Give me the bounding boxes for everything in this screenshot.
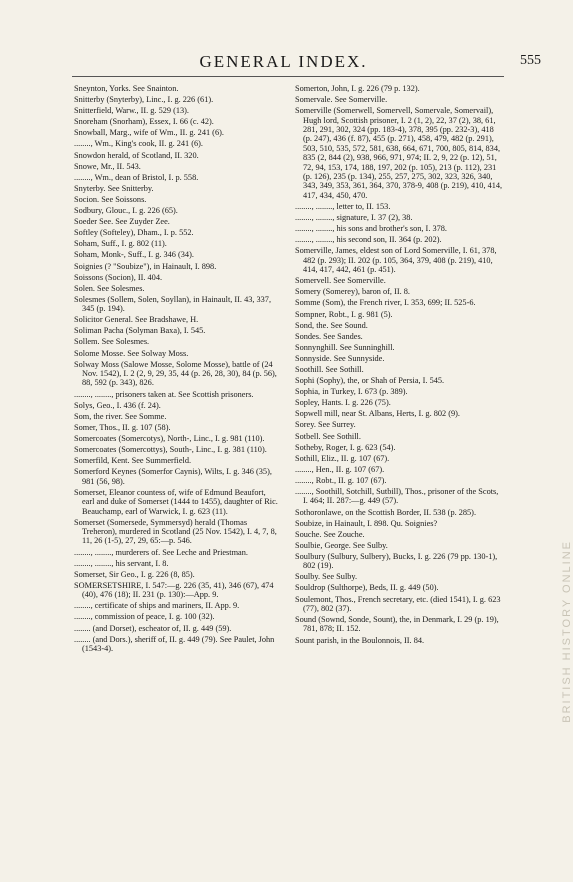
- index-entry: Somerset, Sir Geo., I. g. 226 (8, 85).: [74, 569, 195, 579]
- index-entry: Sotheby, Roger, I. g. 623 (54).: [295, 442, 396, 452]
- index-entry: Somerville, James, eldest son of Lord Somerville, I. 61, 378, 482 (p. 293); II. 202 (p. 105, 364, 379, 408 (p. 219), 410, 414, 417, 442, 461 (p. 451).: [295, 246, 497, 275]
- index-entry: Solen. See Solesmes.: [74, 283, 145, 293]
- index-entry: Somerset, Eleanor countess of, wife of Edmund Beaufort, earl and duke of Somerset (1444 to 1455), daughter of Ric. Beauchamp, earl of Warwick, I. g. 623 (11).: [74, 487, 278, 516]
- index-entry: ........, Soothill, Sotchill, Sutbill), Thos., prisoner of the Scots, I. 464; II. 287:—g. 449 (57).: [295, 487, 499, 506]
- index-entry: ........, ........, his servant, I. 8.: [74, 558, 169, 568]
- index-entry: ........, commission of peace, I. g. 100 (32).: [74, 612, 215, 622]
- index-entry: Sothoronlawe, on the Scottish Border, II. 538 (p. 285).: [295, 507, 477, 517]
- index-column-right: [295, 84, 503, 647]
- index-entry: Sneynton, Yorks. See Snainton.: [74, 84, 179, 93]
- index-entry: Sotbell. See Sothill.: [295, 431, 361, 441]
- watermark: BRITISH HISTORY ONLINE: [561, 540, 573, 723]
- page-header: [0, 52, 567, 76]
- index-entry: Soliman Pacha (Solyman Baxa), I. 545.: [74, 326, 206, 336]
- index-entry: ........, ........, his sons and brother's son, I. 378.: [295, 224, 447, 234]
- index-entry: Somerton, John, I. g. 226 (79 p. 132).: [295, 84, 420, 93]
- index-entry: Sompner, Robt., I. g. 981 (5).: [295, 309, 393, 319]
- index-entry: Somery (Somerey), baron of, II. 8.: [295, 287, 410, 297]
- index-entry: Solys, Geo., I. 436 (f. 24).: [74, 400, 161, 410]
- index-entry: Snowball, Marg., wife of Wm., II. g. 241 (6).: [74, 128, 224, 138]
- index-entry: Souche. See Zouche.: [295, 529, 365, 539]
- index-entry: Soothill. See Sothill.: [295, 364, 364, 374]
- index-entry: Snitterby (Snyterby), Linc., I. g. 226 (61).: [74, 95, 214, 105]
- index-entry: ........, ........, his second son, II. 364 (p. 202).: [295, 235, 442, 245]
- index-entry: Snyterby. See Snitterby.: [74, 183, 154, 193]
- index-entry: Socion. See Soissons.: [74, 194, 147, 204]
- index-entry: Solome Mosse. See Solway Moss.: [74, 348, 189, 358]
- index-entry: ........, ........, letter to, II. 153.: [295, 201, 391, 211]
- index-entry: ........, ........, signature, I. 37 (2), 38.: [295, 213, 413, 223]
- index-entry: Sount parish, in the Boulonnois, II. 84.: [295, 635, 425, 645]
- page-number: 555: [520, 53, 541, 68]
- index-entry: Solicitor General. See Bradshawe, H.: [74, 315, 199, 325]
- index-entry: Sophi (Sophy), the, or Shah of Persia, I. 545.: [295, 376, 445, 386]
- index-entry: Solway Moss (Salowe Mosse, Solome Mosse), battle of (24 Nov. 1542), I. 2 (2, 9, 29, 35, 44 (p. 26, 28, 30), 84 (p. 56), 88, 592 (p. 343), 826.: [74, 359, 277, 388]
- index-entry: Soeder See. See Zuyder Zee.: [74, 217, 170, 227]
- index-entry: Snowe, Mr., II. 543.: [74, 161, 141, 171]
- index-entry: Soulbury (Sulbury, Sulbery), Bucks, I. g. 226 (79 pp. 130-1), 802 (19).: [295, 551, 498, 571]
- index-entry: Sond, the. See Sound.: [295, 320, 368, 330]
- index-entry: Somerfild, Kent. See Summerfield.: [74, 456, 192, 466]
- index-entry: ........, ........, prisoners taken at. See Scottish prisoners.: [74, 389, 254, 399]
- index-entry: ........, Hen., II. g. 107 (67).: [295, 464, 385, 474]
- index-entry: ........, Robt., II. g. 107 (67).: [295, 475, 387, 485]
- index-entry: Snowdon herald, of Scotland, II. 320.: [74, 150, 199, 160]
- index-column-left: [74, 84, 279, 655]
- index-entry: Softley (Softeley), Dham., I. p. 552.: [74, 228, 194, 238]
- index-entry: Somervale. See Somerville.: [295, 95, 388, 105]
- index-entry: ........ (and Dors.), sheriff of, II. g. 449 (79). See Paulet, John (1543-4).: [74, 634, 275, 653]
- index-entry: ........, Wm., King's cook, II. g. 241 (6).: [74, 139, 204, 149]
- index-entry: Solesmes (Sollem, Solen, Soyllan), in Hainault, II. 43, 337, 345 (p. 194).: [74, 294, 272, 314]
- index-entry: ........ (and Dorset), escheator of, II. g. 449 (59).: [74, 623, 232, 633]
- index-entry: ........, Wm., dean of Bristol, I. p. 558.: [74, 172, 199, 182]
- index-entry: Soulemont, Thos., French secretary, etc. (died 1541), I. g. 623 (77), 802 (37).: [295, 594, 501, 613]
- index-entry: Sondes. See Sandes.: [295, 331, 363, 341]
- index-entry: ........, ........, murderers of. See Leche and Priestman.: [74, 547, 248, 557]
- index-entry: Sonnynghill. See Sunninghill.: [295, 342, 395, 352]
- index-entry: Souldrop (Sulthorpe), Beds, II. g. 449 (50).: [295, 583, 439, 593]
- index-entry: Sothill, Eliz., II. g. 107 (67).: [295, 453, 390, 463]
- index-entry: Somerville (Somerwell, Somervell, Somervale, Somervail), Hugh lord, Scottish prisoner, I. 2 (1, 2), 22, 37 (2), 38, 61, 281, 291, 302, 324 (pp. 183-4), 378, 395 (pp. 232-3), 418 (p. 247), 436 (f. 87), 455 (p. 271), 458, 479, 482 (p. 291), 503, 510, 535, 572, 581, 638, 664, 671, 700, 805, 814, 834, 835 (2, 844 (2), 938, 966, 971, 974; II. 2, 9, 22 (p. 12), 51, 72, 94, 153, 174, 188, 197, 202 (p. 105), 213 (p. 112), 231 (p. 126), 235 (p. 134), 255, 257, 275, 302, 323, 326, 340, 343, 349, 353, 361, 364, 370, 378-9, 408 (p. 219), 410, 414, 417, 434, 450, 470.: [295, 106, 503, 200]
- index-entry: Soulbie, George. See Sulby.: [295, 540, 388, 550]
- index-entry: Somer, Thos., II. g. 107 (58).: [74, 422, 171, 432]
- index-entry: Sound (Sownd, Sonde, Sount), the, in Denmark, I. 29 (p. 19), 781, 878; II. 152.: [295, 615, 499, 634]
- index-entry: Somervell. See Somerville.: [295, 276, 386, 286]
- index-entry: Sollem. See Solesmes.: [74, 337, 150, 347]
- index-entry: Sorey. See Surrey.: [295, 420, 356, 430]
- index-entry: Soignies (? "Soubize"), in Hainault, I. 898.: [74, 261, 217, 271]
- index-entry: ........, certificate of ships and mariners, II. App. 9.: [74, 601, 240, 611]
- index-entry: Soulby. See Sulby.: [295, 572, 358, 582]
- index-entry: Sophia, in Turkey, I. 673 (p. 389).: [295, 387, 408, 397]
- index-entry: SOMERSETSHIRE, I. 547:—g. 226 (35, 41), 346 (67), 474 (40), 476 (18); II. 231 (p. 130):—App. 9.: [74, 580, 274, 600]
- index-entry: Snoreham (Snorham), Essex, I. 66 (c. 42).: [74, 117, 214, 127]
- index-entry: Soissons (Socion), II. 404.: [74, 272, 163, 282]
- index-entry: Somme (Som), the French river, I. 353, 699; II. 525-6.: [295, 298, 476, 308]
- index-entry: Sopwell mill, near St. Albans, Herts, I. g. 802 (9).: [295, 409, 460, 419]
- index-entry: Sopley, Hants. I. g. 226 (75).: [295, 398, 391, 408]
- index-entry: Somerset (Somersede, Symmersyd) herald (Thomas Treheron), murdered in Scotland (25 Nov. 1542), I. 4, 7, 8, 11, 26 (1-5), 27, 29, 65:—p. 546.: [74, 517, 277, 546]
- index-entry: Som, the river. See Somme.: [74, 411, 167, 421]
- index-entry: Somerford Keynes (Somerfor Caynis), Wilts, I. g. 346 (35), 981 (56, 98).: [74, 467, 272, 486]
- index-entry: Somercoates (Somercottys), South-, Linc., I. g. 381 (110).: [74, 445, 267, 455]
- index-entry: Sonnyside. See Sunnyside.: [295, 353, 385, 363]
- index-entry: Soham, Suff., I. g. 802 (11).: [74, 239, 167, 249]
- page-title: GENERAL INDEX.: [199, 52, 368, 71]
- index-entry: Soubize, in Hainault, I. 898. Qu. Soignies?: [295, 518, 438, 528]
- index-entry: Somercoates (Somercotys), North-, Linc., I. g. 981 (110).: [74, 433, 265, 443]
- index-entry: Sodbury, Glouc., I. g. 226 (65).: [74, 206, 178, 216]
- header-rule: [72, 76, 504, 77]
- index-entry: Snitterfield, Warw., II. g. 529 (13).: [74, 106, 190, 116]
- index-entry: Soham, Monk-, Suff., I. g. 346 (34).: [74, 250, 194, 260]
